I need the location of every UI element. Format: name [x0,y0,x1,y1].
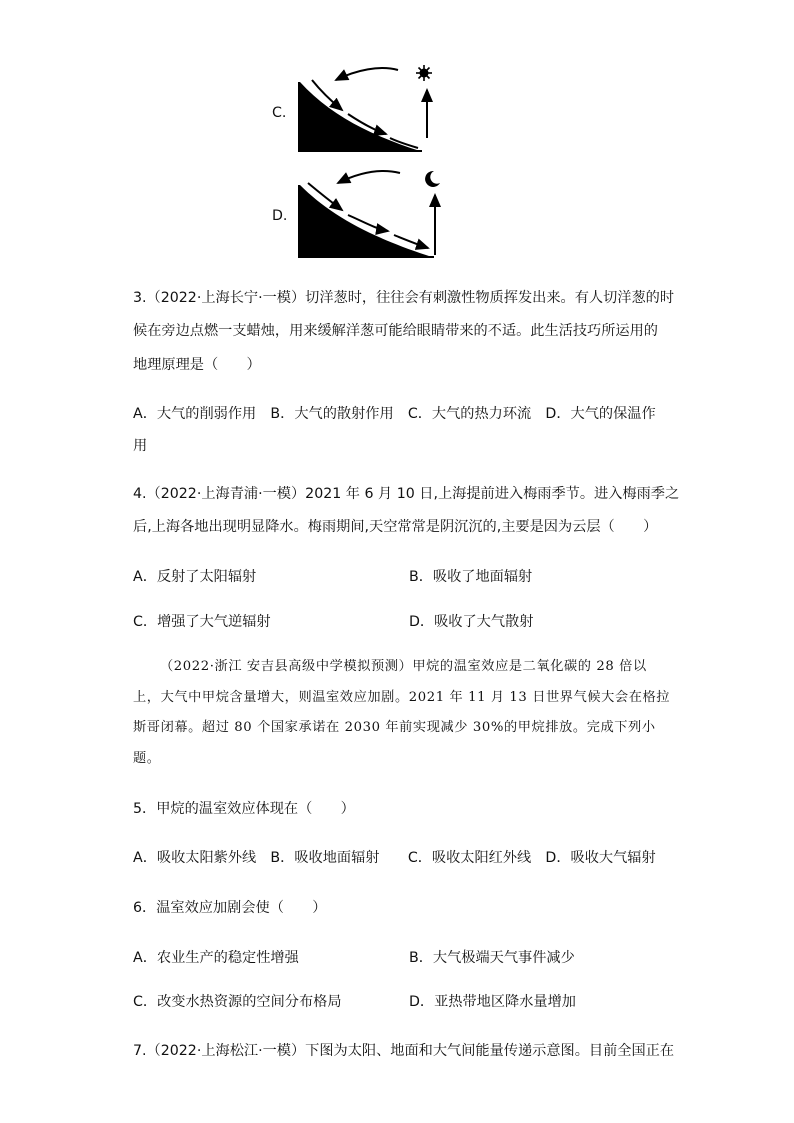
passage-line1: （2022·浙江 安吉县高级中学模拟预测）甲烷的温室效应是二氧化碳的 28 倍以 [160,659,647,674]
passage-line3: 斯哥闭幕。超过 80 个国家承诺在 2030 年前实现减少 30%的甲烷排放。完成下列小 [133,720,656,735]
q3-stem-line2: 候在旁边点燃一支蜡烛，用来缓解洋葱可能给眼睛带来的不适。此生活技巧所运用的 [133,323,658,339]
q3-options-line2: 用 [133,438,148,454]
q6-option-a: A．农业生产的稳定性增强 [133,950,299,966]
q4-option-c: C．增强了大气逆辐射 [133,614,271,630]
slope-shape [298,82,422,151]
q6-stem: 6．温室效应加剧会使（ ） [133,900,327,916]
q3-stem-line3: 地理原理是（ ） [133,357,261,373]
q4-option-b: B．吸收了地面辐射 [409,569,533,585]
q5-options: A．吸收太阳紫外线 B．吸收地面辐射 C．吸收太阳红外线 D．吸收大气辐射 [133,850,656,866]
passage-line2: 上，大气中甲烷含量增大，则温室效应加剧。2021 年 11 月 13 日世界气候大会在格拉 [133,690,671,705]
q6-option-d: D．亚热带地区降水量增加 [409,994,576,1010]
q4-option-d: D．吸收了大气散射 [409,614,534,630]
figure-d-diagram [290,165,450,265]
q6-option-b: B．大气极端天气事件减少 [409,950,575,966]
q3-stem-line1: 3.（2022·上海长宁·一模）切洋葱时，往往会有刺激性物质挥发出来。有人切洋葱的时 [133,290,675,306]
moon-icon [425,171,440,187]
q4-stem-line1: 4.（2022·上海青浦·一模）2021 年 6 月 10 日,上海提前进入梅雨季节。进入梅雨季之 [133,486,680,502]
passage-line4: 题。 [133,751,161,766]
q7-stem-line1: 7.（2022·上海松江·一模）下图为太阳、地面和大气间能量传递示意图。目前全国正在 [133,1043,675,1059]
q6-option-c: C．改变水热资源的空间分布格局 [133,994,342,1010]
q3-options-line1: A．大气的削弱作用 B．大气的散射作用 C．大气的热力环流 D．大气的保温作 [133,406,656,422]
sun-icon [416,65,432,81]
q4-stem-line2: 后,上海各地出现明显降水。梅雨期间,天空常常是阴沉沉的,主要是因为云层（ ） [133,519,658,535]
figure-c-label: C. [272,105,287,121]
slope-shape [298,185,434,257]
figure-d-label: D. [272,208,288,224]
figure-c-diagram [290,60,450,160]
q4-option-a: A．反射了太阳辐射 [133,569,257,585]
q5-stem: 5．甲烷的温室效应体现在（ ） [133,801,355,817]
